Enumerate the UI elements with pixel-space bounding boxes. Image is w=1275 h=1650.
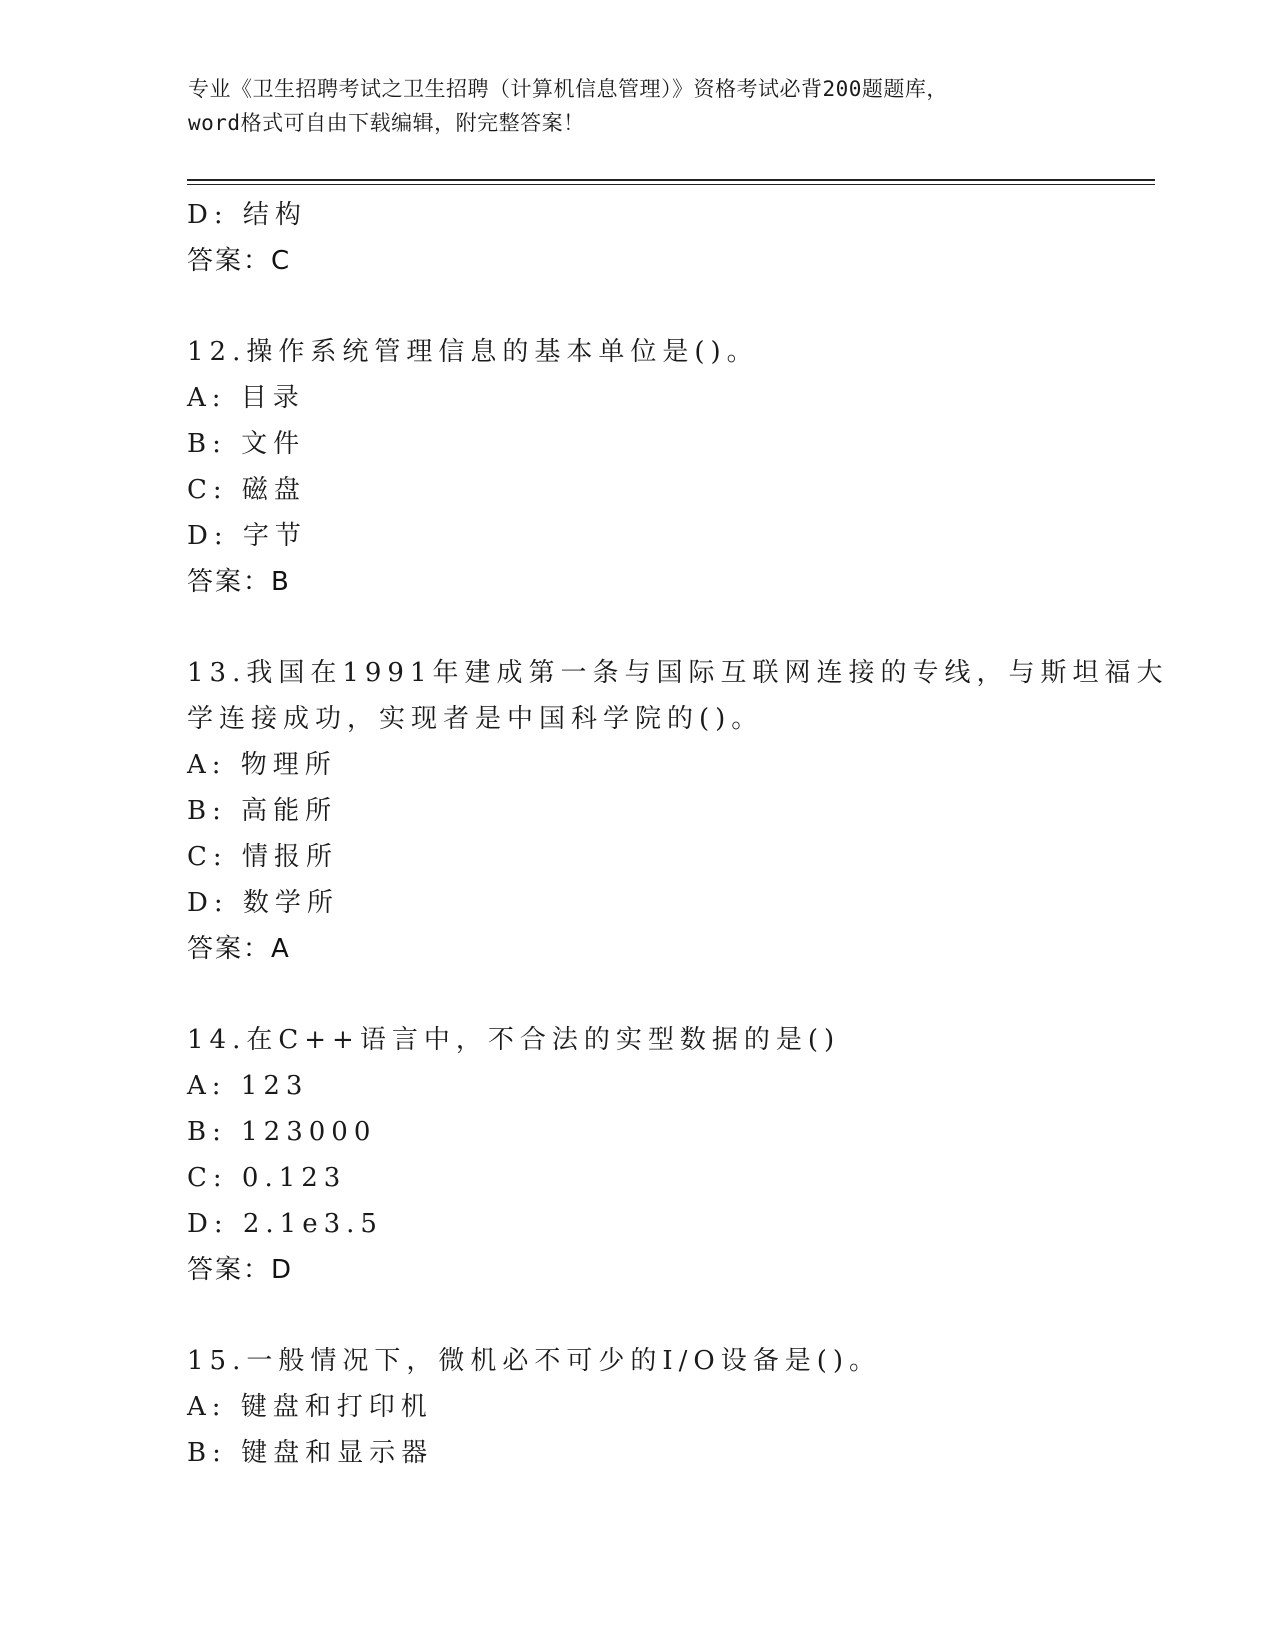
option-d: D: 结构 <box>187 200 307 230</box>
question-11-tail <box>187 192 1155 284</box>
option-a: A: 物理所 <box>187 750 337 780</box>
question-stem: 12.操作系统管理信息的基本单位是()。 <box>187 337 759 367</box>
question-stem: 14.在C++语言中，不合法的实型数据的是() <box>187 1025 841 1055</box>
question-12 <box>187 329 1155 605</box>
document-header <box>188 72 1088 140</box>
option-a: A: 键盘和打印机 <box>187 1392 433 1422</box>
option-d: D: 数学所 <box>187 888 339 918</box>
option-c: C: 磁盘 <box>187 475 306 505</box>
question-13 <box>187 650 1169 972</box>
question-stem-continued: 学连接成功，实现者是中国科学院的()。 <box>187 704 764 734</box>
option-a: A: 123 <box>187 1071 309 1101</box>
answer-line: 答案：C <box>187 246 292 276</box>
answer-line: 答案：D <box>187 1255 294 1285</box>
header-divider-thin <box>187 184 1155 185</box>
question-stem: 13.我国在1991年建成第一条与国际互联网连接的专线，与斯坦福大 <box>187 658 1169 688</box>
option-b: B: 文件 <box>187 429 306 459</box>
question-15 <box>187 1338 1155 1476</box>
option-c: C: 情报所 <box>187 842 338 872</box>
question-stem: 15.一般情况下，微机必不可少的I/O设备是()。 <box>187 1346 881 1376</box>
answer-line: 答案：B <box>187 567 291 597</box>
option-d: D: 2.1e3.5 <box>187 1209 383 1239</box>
header-line-1: 专业《卫生招聘考试之卫生招聘（计算机信息管理）》资格考试必背200题题库， <box>188 77 948 101</box>
header-line-2: word格式可自由下载编辑，附完整答案！ <box>188 111 585 135</box>
question-14 <box>187 1017 1155 1293</box>
answer-line: 答案：A <box>187 934 291 964</box>
option-b: B: 高能所 <box>187 796 338 826</box>
question-list <box>187 192 1169 1476</box>
option-d: D: 字节 <box>187 521 307 551</box>
header-divider-thick <box>187 179 1155 181</box>
option-a: A: 目录 <box>187 383 305 413</box>
option-c: C: 0.123 <box>187 1163 347 1193</box>
option-b: B: 键盘和显示器 <box>187 1438 434 1468</box>
option-b: B: 123000 <box>187 1117 377 1147</box>
